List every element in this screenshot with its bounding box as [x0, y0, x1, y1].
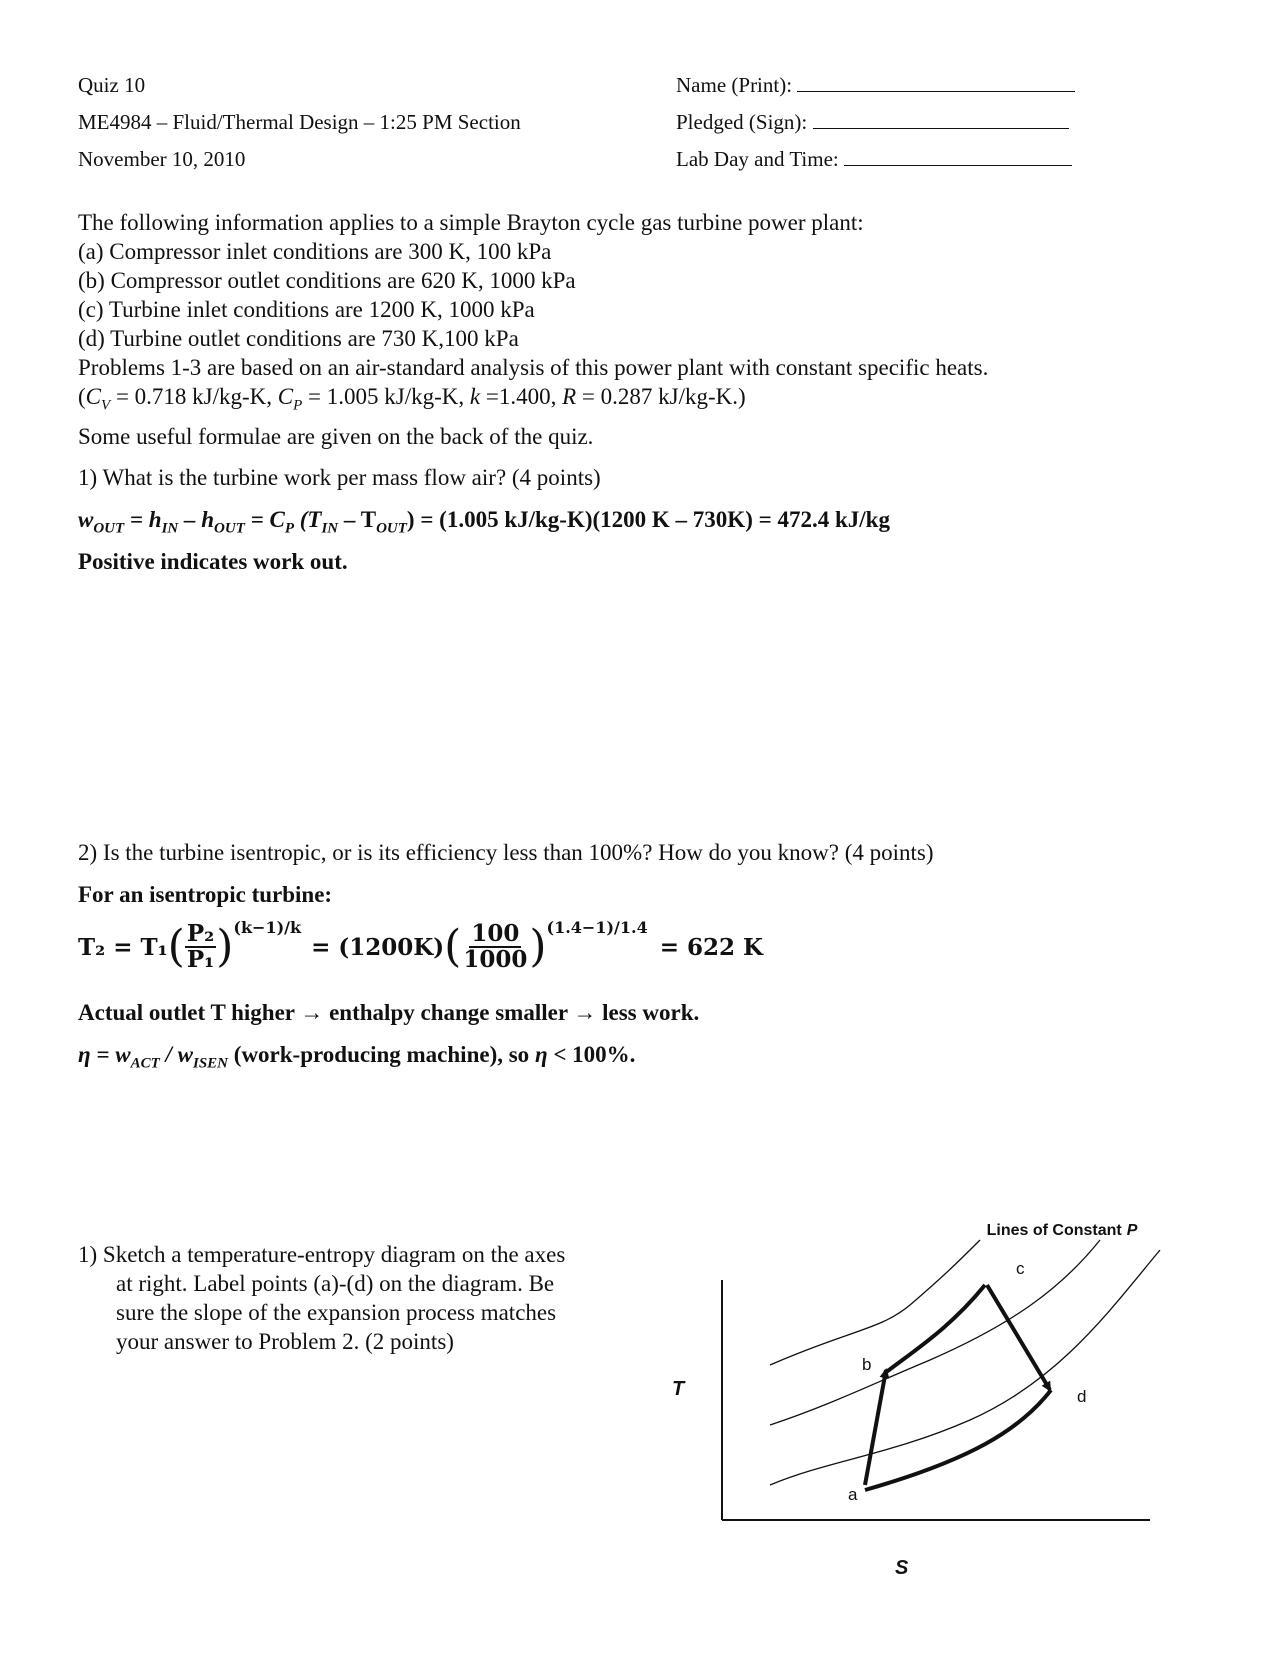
heat-addition-process [885, 1285, 985, 1373]
s-axis-label: S [895, 1557, 909, 1579]
ts-diagram [640, 1210, 1200, 1590]
condition-a: (a) Compressor inlet conditions are 300 K, 100 kPa [78, 239, 552, 264]
q3-question: 1) Sketch a temperature-entropy diagram on the axes at right. Label points (a)-(d) on the diagram. Be sure the slope of the expansion process matches your answer to Problem 2. (2 points) [78, 1242, 566, 1354]
q1-equation: $w_{OUT} = h_{IN} - h_{OUT} = C_P$ $(T_{IN} - T_{OUT}) = (1.005$ kJ/kg-K)(1200 K – 730K) = 472.4 kJ/kg [78, 507, 890, 537]
lab-field[interactable] [676, 147, 1072, 172]
analysis-note: Problems 1-3 are based on an air-standard analysis of this power plant with constant specific heats. [78, 355, 989, 380]
q2-question: 2) Is the turbine isentropic, or is its efficiency less than 100%? How do you know? (4 points) [78, 840, 934, 865]
diagram-title: Lines of Constant P [986, 1222, 1138, 1239]
lab-label: Lab Day and Time: [676, 147, 839, 171]
isobar-high [770, 1240, 980, 1365]
isentropic-formula: T₂ = T₁ ( $\frac{\text{P₂}}{\text{P₁}}$ ) (k−1)/k = (1200K) ( $\frac{100}{1000}$ ) (1.4−1)/1.4 = 622 K [78, 918, 764, 973]
name-label: Name (Print): [676, 73, 793, 97]
point-d-label: d [1077, 1387, 1087, 1406]
quiz-date: November 10, 2010 [78, 147, 246, 171]
point-c-label: c [1016, 1259, 1025, 1278]
exponent-symbolic: (k−1)/k [233, 918, 302, 937]
condition-c: (c) Turbine inlet conditions are 1200 K, 1000 kPa [78, 297, 535, 322]
pledge-field[interactable] [676, 110, 1069, 135]
q1-question: 1) What is the turbine work per mass flow air? (4 points) [78, 465, 601, 490]
pledge-label: Pledged (Sign): [676, 110, 808, 134]
formula-lhs: T₂ = T₁ [78, 933, 168, 961]
condition-b: (b) Compressor outlet conditions are 620 K, 1000 kPa [78, 268, 576, 293]
constants-line: ($C_V = 0.718$ kJ/kg-K, $C_P = 1.005$ kJ/kg-K, k =1.400, R = 0.287 kJ/kg-K.) [78, 384, 746, 414]
formula-result: = 622 K [659, 933, 764, 961]
quiz-title: Quiz 10 [78, 73, 146, 97]
q2-actual: Actual outlet T higher → enthalpy change smaller → less work. [78, 1000, 700, 1025]
q2-efficiency: $\eta = w_{ACT} / w_{ISEN}$ (work-producing machine), so η < 100%. [78, 1042, 636, 1072]
t-axis-label: T [672, 1378, 685, 1400]
formula-mid: = (1200K) [311, 933, 445, 961]
name-blank[interactable] [797, 73, 1075, 92]
pledge-blank[interactable] [813, 110, 1069, 129]
point-a-label: a [848, 1485, 858, 1504]
intro-line: The following information applies to a simple Brayton cycle gas turbine power plant: [78, 210, 864, 235]
name-field[interactable] [676, 73, 1075, 98]
course-title: ME4984 – Fluid/Thermal Design – 1:25 PM Section [78, 110, 521, 134]
formulae-note: Some useful formulae are given on the back of the quiz. [78, 424, 594, 449]
expansion-process [987, 1285, 1050, 1390]
pressure-ratio-numeric: $\frac{100}{1000}$ [463, 920, 528, 973]
isobar-low [770, 1250, 1160, 1485]
condition-d: (d) Turbine outlet conditions are 730 K,100 kPa [78, 326, 519, 351]
exponent-numeric: (1.4−1)/1.4 [546, 918, 648, 937]
point-b-label: b [862, 1355, 872, 1374]
q1-note: Positive indicates work out. [78, 549, 348, 574]
q2-subhead: For an isentropic turbine: [78, 882, 333, 907]
intro-block [78, 208, 988, 421]
heat-rejection-process [865, 1390, 1051, 1490]
lab-blank[interactable] [844, 147, 1072, 166]
pressure-ratio-symbolic: $\frac{\text{P₂}}{\text{P₁}}$ [186, 920, 215, 973]
